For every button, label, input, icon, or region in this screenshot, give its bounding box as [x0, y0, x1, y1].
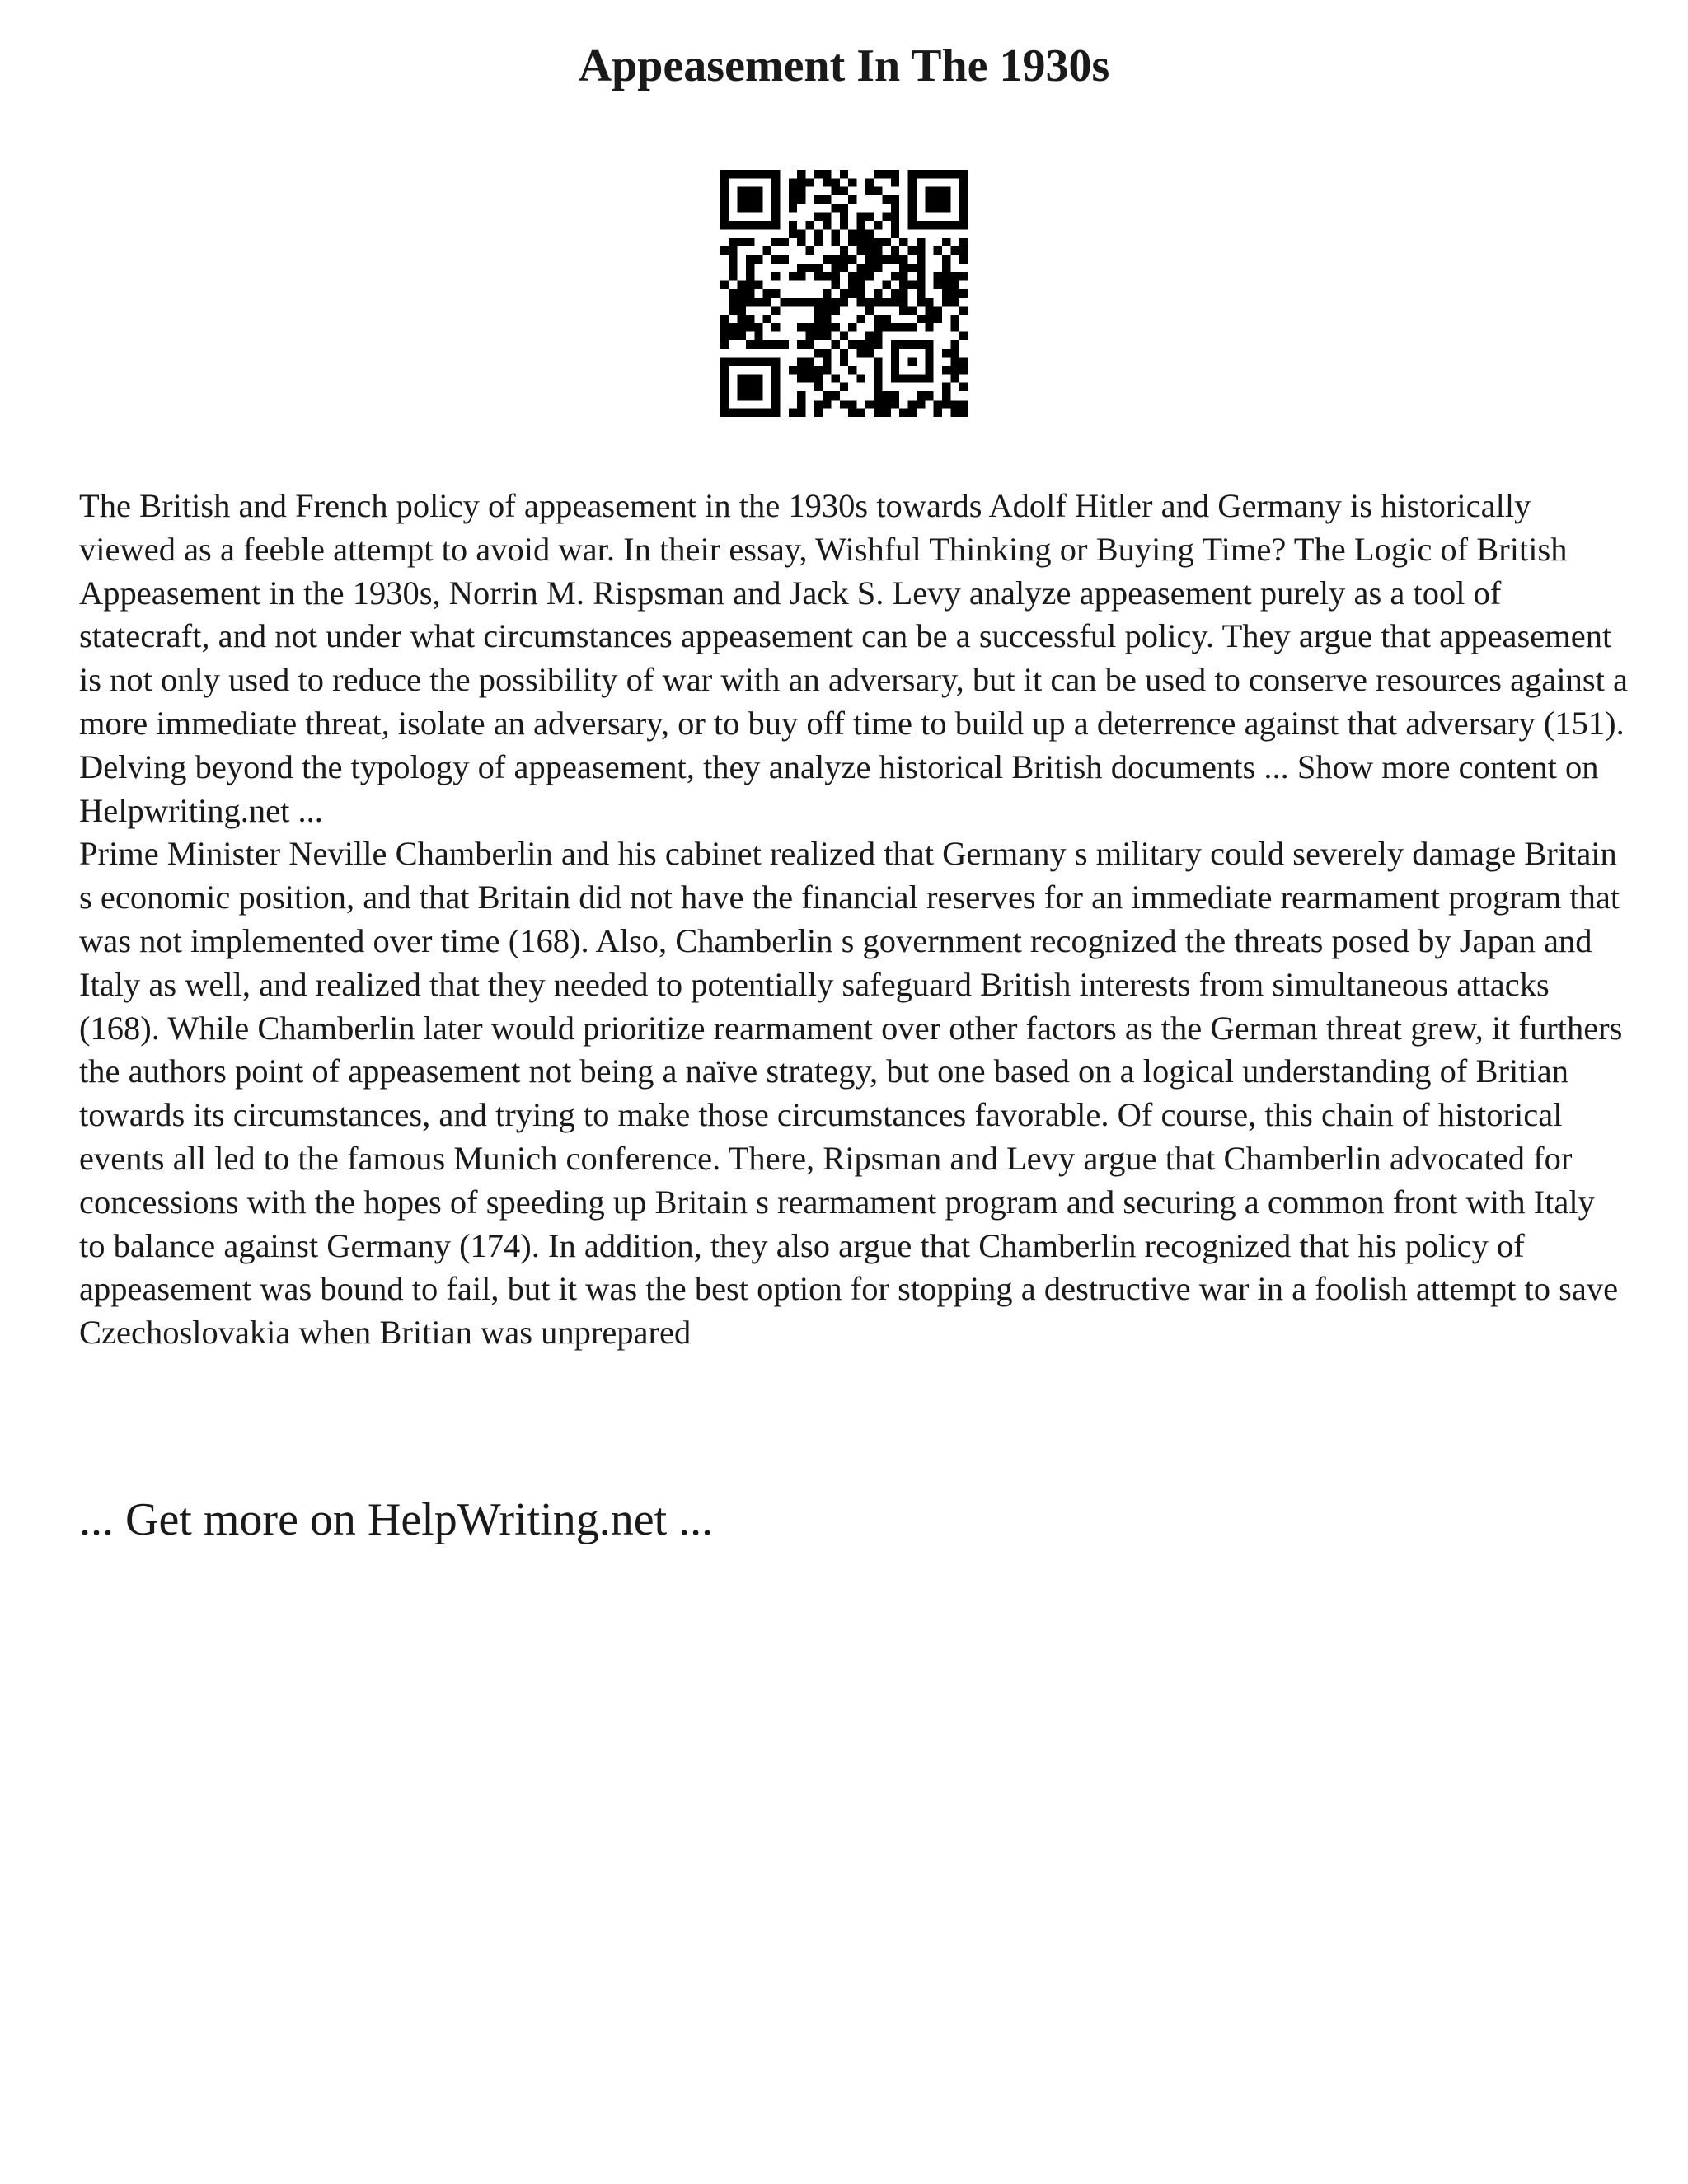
- paragraph-2: Prime Minister Neville Chamberlin and his cabinet realized that Germany s military could severely damage Britain s economic position, and that Britain did not have the financial reserves for an immediate rearmament program that was not implemented over time (168). Also, Chamberlin s government recognized the threats posed by Japan and Italy as well, and realized that they needed to potentially safeguard British interests from simultaneous attacks (168). While Chamberlin later would prioritize rearmament over other factors as the German threat grew, it furthers the authors point of appeasement not being a naïve strategy, but one based on a logical understanding of Britian towards its circumstances, and trying to make those circumstances favorable. Of course, this chain of historical events all led to the famous Munich conference. There, Ripsman and Levy argue that Chamberlin advocated for concessions with the hopes of speeding up Britain s rearmament program and securing a common front with Italy to balance against Germany (174). In addition, they also argue that Chamberlin recognized that his policy of appeasement was bound to fail, but it was the best option for stopping a destructive war in a foolish attempt to save Czechoslovakia when Britian was unprepared: [79, 835, 1623, 1352]
- get-more-link[interactable]: ... Get more on HelpWriting.net ...: [79, 1494, 714, 1545]
- article-body: [79, 485, 1629, 1355]
- document-title: Appeasement In The 1930s: [578, 40, 1110, 91]
- qr-code-icon: [720, 170, 968, 417]
- paragraph-1: The British and French policy of appeasement in the 1930s towards Adolf Hitler and Germany is historically viewed as a feeble attempt to avoid war. In their essay, Wishful Thinking or Buying Time? The Logic of British Appeasement in the 1930s, Norrin M. Rispsman and Jack S. Levy analyze appeasement purely as a tool of statecraft, and not under what circumstances appeasement can be a successful policy. They argue that appeasement is not only used to reduce the possibility of war with an adversary, but it can be used to conserve resources against a more immediate threat, isolate an adversary, or to buy off time to build up a deterrence against that adversary (151). Delving beyond the typology of appeasement, they analyze historical British documents ... Show more content on Helpwriting.net ...: [79, 487, 1628, 829]
